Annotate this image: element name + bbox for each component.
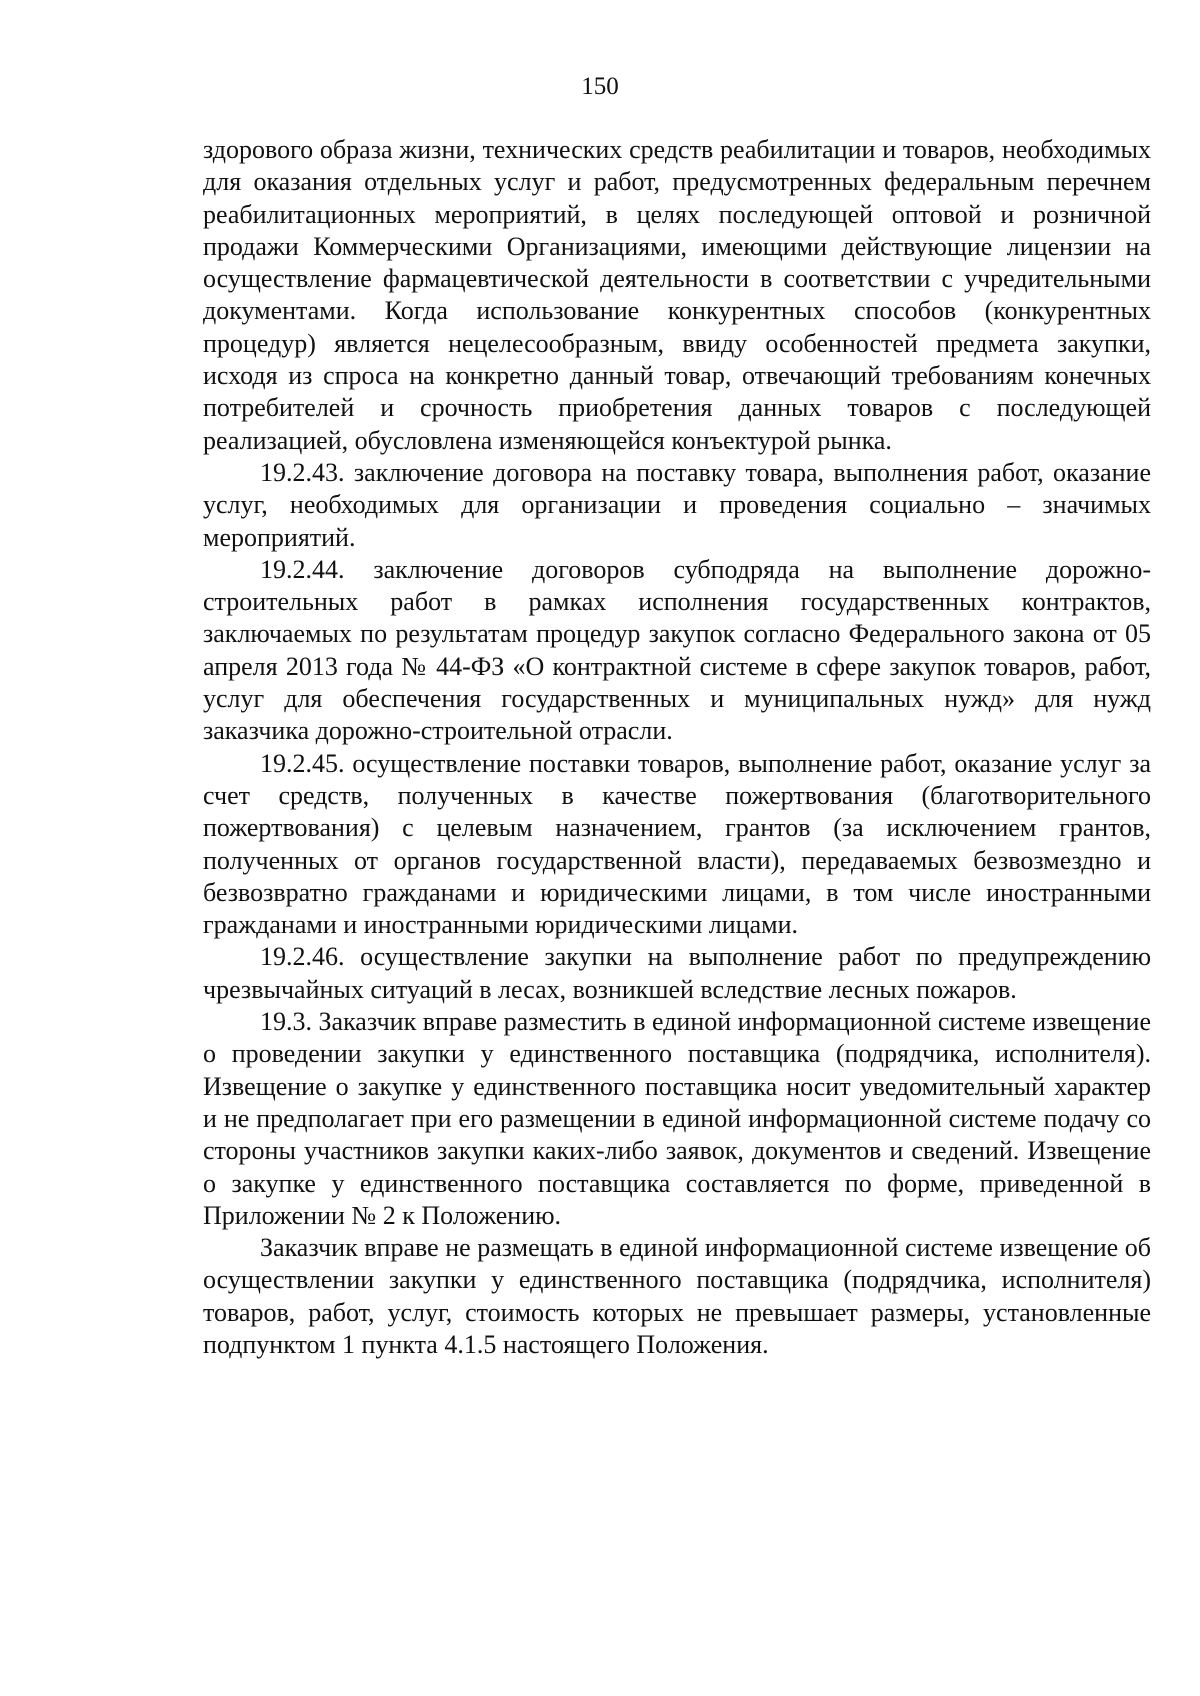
paragraph-continuation: здорового образа жизни, технических средств реабилитации и товаров, необходимых для оказания отдельных услуг и работ, предусмотренных федеральным перечнем реабилитационных мероприятий, в целях последующей оптовой и розничной продажи Коммерческими Организациями, имеющими действующие лицензии на осуществление фармацевтической деятельности в соответствии с учредительными документами. Когда использование конкурентных способов (конкурентных процедур) является нецелесообразным, ввиду особенностей предмета закупки, исходя из спроса на конкретно данный товар, отвечающий требованиям конечных потребителей и срочность приобретения данных товаров с последующей реализацией, обусловлена изменяющейся конъектурой рынка. <box>203 135 1151 455</box>
paragraph-19-2-43: 19.2.43. заключение договора на поставку товара, выполнения работ, оказание услуг, необходимых для организации и проведения социально – значимых мероприятий. <box>203 457 1151 552</box>
paragraph-19-3: 19.3. Заказчик вправе разместить в единой информационной системе извещение о проведении закупки у единственного поставщика (подрядчика, исполнителя). Извещение о закупке у единственного поставщика носит уведомительный характер и не предполагает при его размещении в единой информационной системе подачу со стороны участников закупки каких-либо заявок, документов и сведений. Извещение о закупке у единственного поставщика составляется по форме, приведенной в Приложении № 2 к Положению. <box>203 1007 1152 1230</box>
page-number: 150 <box>581 73 619 100</box>
paragraph-no-publication: Заказчик вправе не размещать в единой информационной системе извещение об осуществлении закупки у единственного поставщика (подрядчика, исполнителя) товаров, работ, услуг, стоимость которых не превышает размеры, установленные подпунктом 1 пункта 4.1.5 настоящего Положения. <box>203 1233 1151 1359</box>
document-body <box>203 134 1151 1361</box>
paragraph-19-2-45: 19.2.45. осуществление поставки товаров, выполнение работ, оказание услуг за счет средств, полученных в качестве пожертвования (благотворительного пожертвования) с целевым назначением, грантов (за исключением грантов, полученных от органов государственной власти), передаваемых безвозмездно и безвозвратно гражданами и юридическими лицами, в том числе иностранными гражданами и иностранными юридическими лицами. <box>203 748 1151 940</box>
paragraph-19-2-44: 19.2.44. заключение договоров субподряда на выполнение дорожно-строительных работ в рамках исполнения государственных контрактов, заключаемых по результатам процедур закупок согласно Федерального закона от 05 апреля 2013 года № 44-ФЗ «О контрактной системе в сфере закупок товаров, работ, услуг для обеспечения государственных и муниципальных нужд» для нужд заказчика дорожно-строительной отрасли. <box>203 554 1151 746</box>
paragraph-19-2-46: 19.2.46. осуществление закупки на выполнение работ по предупреждению чрезвычайных ситуаций в лесах, возникшей вследствие лесных пожаров. <box>203 942 1151 1004</box>
